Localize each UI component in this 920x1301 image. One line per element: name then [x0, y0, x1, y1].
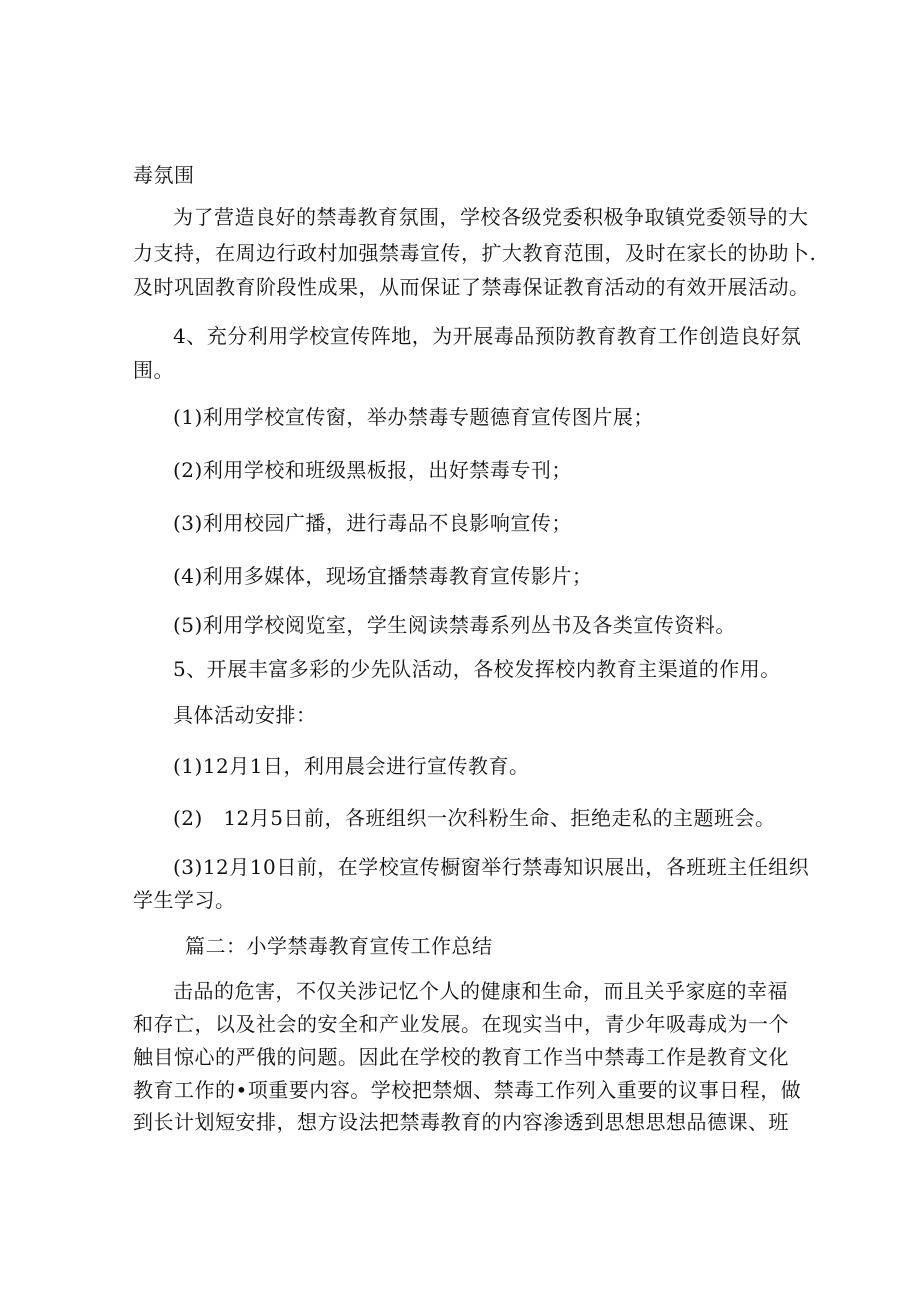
- paragraph-line: 击品的危害，不仅关涉记忆个人的健康和生命，而且关乎家庭的幸福: [173, 979, 788, 1003]
- subheading: 具体活动安排：: [173, 703, 317, 727]
- list-item: (1)利用学校宣传窗，举办禁毒专题德育宣传图片展；: [173, 405, 654, 429]
- paragraph-line: 教育工作的•项重要内容。学校把禁烟、禁毒工作列入重要的议事日程，做: [133, 1078, 802, 1102]
- schedule-item: (1)12月1日，利用晨会进行宣传教育。: [173, 754, 530, 778]
- list-item: (2)利用学校和班级黑板报，出好禁毒专刊；: [173, 458, 572, 482]
- paragraph-line: 触目惊心的严俄的问题。因此在学校的教育工作当中禁毒工作是教育文化: [133, 1045, 789, 1069]
- section-heading-4-cont: 围。: [133, 358, 174, 382]
- list-item: (4)利用多媒体，现场宜播禁毒教育宣传影片；: [173, 564, 593, 588]
- schedule-item: (2) 12月5日前，各班组织一次科粉生命、拒绝走私的主题班会。: [173, 806, 776, 830]
- list-item: (5)利用学校阅览室，学生阅读禁毒系列丛书及各类宣传资料。: [173, 613, 736, 637]
- text-line-continuation: 毒氛围: [133, 163, 195, 187]
- paragraph-line: 和存亡，以及社会的安全和产业发展。在现实当中，青少年吸毒成为一个: [133, 1012, 789, 1036]
- paragraph-line: 为了营造良好的禁毒教育氛围，学校各级党委积极争取镇党委领导的大: [173, 205, 809, 229]
- list-item: (3)利用校园广播，进行毒品不良影响宣传；: [173, 511, 572, 535]
- paragraph-line: 及时巩固教育阶段性成果，从而保证了禁毒保证教育活动的有效开展活动。: [133, 275, 810, 299]
- section-heading-4: 4、充分利用学校宣传阵地，为开展毒品预防教育教育工作创造良好氛: [173, 324, 802, 348]
- paragraph-line: 到长计划短安排，想方设法把禁毒教育的内容渗透到思想思想品德课、班: [133, 1110, 789, 1134]
- schedule-item-cont: 学生学习。: [133, 888, 236, 912]
- paragraph-line: 力支持，在周边行政村加强禁毒宣传，扩大教育范围，及时在家长的协助卜.: [133, 241, 817, 265]
- schedule-item: (3)12月10日前，在学校宣传橱窗举行禁毒知识展出，各班班主任组织: [173, 855, 810, 879]
- section-heading-5: 5、开展丰富多彩的少先队活动，各校发挥校内教育主渠道的作用。: [173, 657, 781, 681]
- article-title: 篇二：小学禁毒教育宣传工作总结: [185, 934, 493, 958]
